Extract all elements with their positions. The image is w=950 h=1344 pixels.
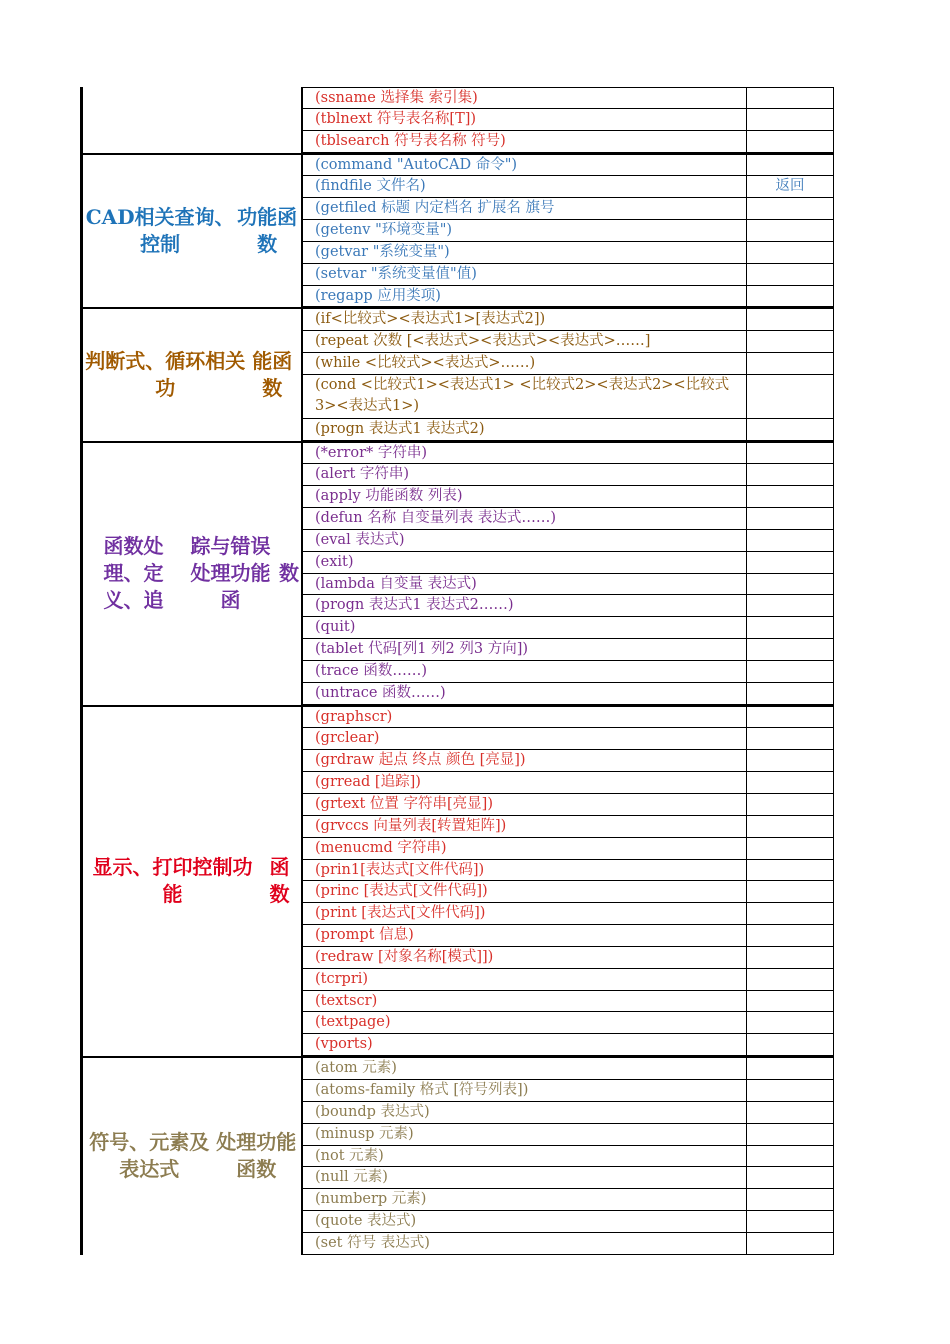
category-label-line: 数 <box>279 561 299 586</box>
table-row <box>303 838 834 860</box>
function-syntax-cell: (findfile 文件名) <box>303 176 747 197</box>
table-row <box>303 552 834 574</box>
empty-cell <box>747 750 834 771</box>
category-label <box>83 155 303 308</box>
empty-cell <box>747 286 834 307</box>
function-syntax-cell: (grdraw 起点 终点 颜色 [亮显]) <box>303 750 747 771</box>
category-label-line: 显示、打印控制功能 <box>92 855 253 907</box>
function-syntax-cell: (quote 表达式) <box>303 1211 747 1232</box>
table-row <box>303 264 834 286</box>
empty-cell <box>747 639 834 660</box>
function-syntax-cell: (eval 表达式) <box>303 530 747 551</box>
table-row <box>303 1034 834 1056</box>
table-row <box>303 286 834 308</box>
function-syntax-cell: (lambda 自变量 表达式) <box>303 574 747 595</box>
function-syntax-cell: (quit) <box>303 617 747 638</box>
table-row <box>303 530 834 552</box>
function-syntax-cell: (atoms-family 格式 [符号列表]) <box>303 1080 747 1101</box>
function-syntax-cell: (print [表达式[文件代码]) <box>303 903 747 924</box>
table-row <box>303 331 834 353</box>
empty-cell <box>747 552 834 573</box>
empty-cell <box>747 1034 834 1055</box>
empty-cell <box>747 1124 834 1145</box>
table-row <box>303 309 834 331</box>
table-row <box>303 683 834 705</box>
function-syntax-cell: (*error* 字符串) <box>303 443 747 464</box>
empty-cell <box>747 991 834 1012</box>
category-label <box>83 707 303 1057</box>
empty-cell <box>747 772 834 793</box>
empty-cell <box>747 375 834 418</box>
empty-cell <box>747 925 834 946</box>
category-label <box>83 87 303 153</box>
category-label <box>83 1058 303 1255</box>
empty-cell <box>747 419 834 440</box>
table-row <box>303 617 834 639</box>
category-label-line: 能函数 <box>252 348 293 400</box>
category-label-line: 处理功能函数 <box>216 1130 297 1182</box>
empty-cell <box>747 1012 834 1033</box>
empty-cell <box>747 860 834 881</box>
empty-cell <box>747 728 834 749</box>
table-row <box>303 969 834 991</box>
category-section <box>80 87 834 153</box>
function-syntax-cell: (exit) <box>303 552 747 573</box>
function-syntax-cell: (atom 元素) <box>303 1058 747 1079</box>
function-syntax-cell: (prin1[表达式[文件代码]) <box>303 860 747 881</box>
function-syntax-cell: (grclear) <box>303 728 747 749</box>
table-row <box>303 1124 834 1146</box>
function-syntax-cell: (if<比较式><表达式1>[表达式2]) <box>303 309 747 330</box>
function-syntax-cell: (grread [追踪]) <box>303 772 747 793</box>
function-syntax-cell: (ssname 选择集 索引集) <box>303 88 747 108</box>
table-row <box>303 87 834 109</box>
empty-cell <box>747 1080 834 1101</box>
empty-cell <box>747 264 834 285</box>
function-syntax-cell: (menucmd 字符串) <box>303 838 747 859</box>
empty-cell <box>747 881 834 902</box>
empty-cell <box>747 464 834 485</box>
table-row <box>303 750 834 772</box>
table-row <box>303 1102 834 1124</box>
table-row <box>303 1012 834 1034</box>
category-section <box>80 1056 834 1255</box>
table-row <box>303 220 834 242</box>
table-row <box>303 131 834 153</box>
empty-cell <box>747 661 834 682</box>
table-row <box>303 707 834 729</box>
function-syntax-cell: (defun 名称 自变量列表 表达式……) <box>303 508 747 529</box>
table-row <box>303 794 834 816</box>
table-row <box>303 991 834 1013</box>
table-row <box>303 242 834 264</box>
category-label <box>83 443 303 705</box>
function-syntax-cell: (princ [表达式[文件代码]) <box>303 881 747 902</box>
function-syntax-cell: (tcrpri) <box>303 969 747 990</box>
category-section <box>80 705 834 1057</box>
function-syntax-cell: (cond <比较式1><表达式1> <比较式2><表达式2><比较式3><表达式1>) <box>303 375 747 418</box>
table-row <box>303 728 834 750</box>
function-table <box>80 87 834 1255</box>
empty-cell <box>747 309 834 330</box>
category-label <box>83 309 303 440</box>
function-syntax-cell: (not 元素) <box>303 1146 747 1167</box>
function-syntax-cell: (while <比较式><表达式>……) <box>303 353 747 374</box>
function-syntax-cell: (setvar "系统变量值"值) <box>303 264 747 285</box>
table-row <box>303 903 834 925</box>
return-link[interactable]: 返回 <box>747 176 834 197</box>
table-row <box>303 486 834 508</box>
empty-cell <box>747 1167 834 1188</box>
function-syntax-cell: (grvccs 向量列表[转置矩阵]) <box>303 816 747 837</box>
empty-cell <box>747 595 834 616</box>
empty-cell <box>747 331 834 352</box>
empty-cell <box>747 530 834 551</box>
empty-cell <box>747 109 834 130</box>
category-label-line: 函数处理、定义、追 <box>103 534 164 613</box>
table-row <box>303 947 834 969</box>
category-label-line: CAD相关查询、控制 <box>85 204 235 256</box>
empty-cell <box>747 574 834 595</box>
table-row <box>303 1058 834 1080</box>
table-row <box>303 1211 834 1233</box>
table-row <box>303 661 834 683</box>
category-section <box>80 307 834 440</box>
function-syntax-cell: (progn 表达式1 表达式2……) <box>303 595 747 616</box>
table-row <box>303 1233 834 1255</box>
empty-cell <box>747 353 834 374</box>
empty-cell <box>747 220 834 241</box>
function-syntax-cell: (trace 函数……) <box>303 661 747 682</box>
empty-cell <box>747 88 834 108</box>
table-row <box>303 595 834 617</box>
function-syntax-cell: (set 符号 表达式) <box>303 1233 747 1254</box>
function-syntax-cell: (vports) <box>303 1034 747 1055</box>
table-row <box>303 375 834 419</box>
empty-cell <box>747 198 834 219</box>
function-syntax-cell: (prompt 信息) <box>303 925 747 946</box>
category-label-line: 功能函数 <box>237 204 298 256</box>
table-row <box>303 1080 834 1102</box>
table-row <box>303 464 834 486</box>
empty-cell <box>747 1058 834 1079</box>
function-syntax-cell: (command "AutoCAD 命令") <box>303 155 747 176</box>
table-row <box>303 925 834 947</box>
function-syntax-cell: (null 元素) <box>303 1167 747 1188</box>
empty-cell <box>747 707 834 728</box>
function-syntax-cell: (minusp 元素) <box>303 1124 747 1145</box>
empty-cell <box>747 903 834 924</box>
table-row <box>303 1189 834 1211</box>
empty-cell <box>747 838 834 859</box>
function-syntax-cell: (apply 功能函数 列表) <box>303 486 747 507</box>
function-syntax-cell: (progn 表达式1 表达式2) <box>303 419 747 440</box>
function-syntax-cell: (textpage) <box>303 1012 747 1033</box>
function-syntax-cell: (tblnext 符号表名称[T]) <box>303 109 747 130</box>
table-row <box>303 508 834 530</box>
empty-cell <box>747 1146 834 1167</box>
function-syntax-cell: (getenv "环境变量") <box>303 220 747 241</box>
function-syntax-cell: (grtext 位置 字符串[亮显]) <box>303 794 747 815</box>
empty-cell <box>747 947 834 968</box>
function-syntax-cell: (boundp 表达式) <box>303 1102 747 1123</box>
table-row <box>303 353 834 375</box>
category-section <box>80 153 834 308</box>
function-syntax-cell: (getvar "系统变量") <box>303 242 747 263</box>
table-row <box>303 109 834 131</box>
category-label-line: 函数 <box>269 855 290 907</box>
table-row <box>303 419 834 441</box>
function-syntax-cell: (graphscr) <box>303 707 747 728</box>
table-row <box>303 860 834 882</box>
function-syntax-cell: (redraw [对象名称[模式]]) <box>303 947 747 968</box>
function-syntax-cell: (textscr) <box>303 991 747 1012</box>
function-syntax-cell: (untrace 函数……) <box>303 683 747 704</box>
table-row <box>303 198 834 220</box>
function-syntax-cell: (numberp 元素) <box>303 1189 747 1210</box>
empty-cell <box>747 1233 834 1254</box>
function-syntax-cell: (alert 字符串) <box>303 464 747 485</box>
empty-cell <box>747 969 834 990</box>
category-label-line: 踪与错误处理功能函 <box>190 534 271 613</box>
empty-cell <box>747 508 834 529</box>
empty-cell <box>747 443 834 464</box>
table-row <box>303 1146 834 1168</box>
empty-cell <box>747 816 834 837</box>
function-syntax-cell: (tblsearch 符号表名称 符号) <box>303 131 747 152</box>
empty-cell <box>747 155 834 176</box>
table-row <box>303 176 834 198</box>
empty-cell <box>747 1102 834 1123</box>
empty-cell <box>747 683 834 704</box>
table-row <box>303 443 834 465</box>
function-syntax-cell: (getfiled 标题 内定档名 扩展名 旗号 <box>303 198 747 219</box>
table-row <box>303 639 834 661</box>
table-row <box>303 772 834 794</box>
table-row <box>303 816 834 838</box>
function-syntax-cell: (tablet 代码[列1 列2 列3 方向]) <box>303 639 747 660</box>
table-row <box>303 574 834 596</box>
empty-cell <box>747 486 834 507</box>
category-section <box>80 441 834 705</box>
category-label-line: 判断式、循环相关功 <box>85 348 246 400</box>
table-row <box>303 1167 834 1189</box>
empty-cell <box>747 617 834 638</box>
function-syntax-cell: (regapp 应用类项) <box>303 286 747 307</box>
table-row <box>303 155 834 177</box>
function-syntax-cell: (repeat 次数 [<表达式><表达式><表达式>……] <box>303 331 747 352</box>
empty-cell <box>747 131 834 152</box>
table-row <box>303 881 834 903</box>
empty-cell <box>747 1189 834 1210</box>
empty-cell <box>747 1211 834 1232</box>
empty-cell <box>747 242 834 263</box>
empty-cell <box>747 794 834 815</box>
category-label-line: 符号、元素及表达式 <box>89 1130 210 1182</box>
